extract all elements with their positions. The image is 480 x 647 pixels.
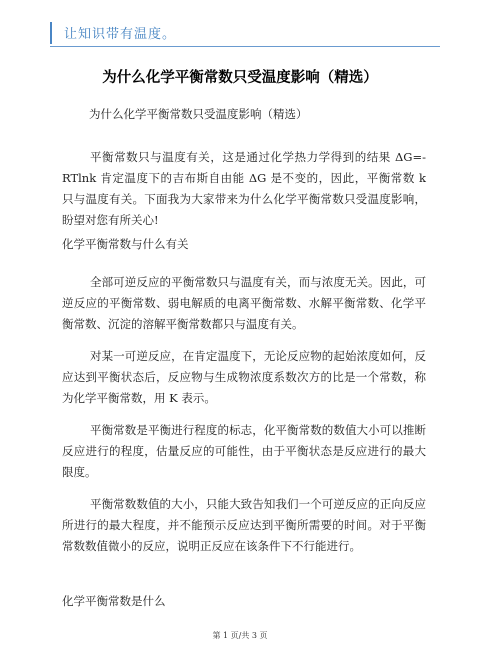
- section-heading-related: 化学平衡常数与什么有关: [62, 237, 189, 251]
- document-subtitle: 为什么化学平衡常数只受温度影响（精选）: [89, 107, 308, 121]
- header-accent-bar: [50, 22, 52, 44]
- paragraph-magnitude: 平衡常数数值的大小，只能大致告知我们一个可逆反应的正向反应所进行的最大程度，并不能预示反应达到平衡所需要的时间。对于平衡常数数值微小的反应，说明正反应在该条件下不行能进行。: [62, 497, 426, 553]
- paragraph-definition: 对某一可逆反应，在肯定温度下，无论反应物的起始浓度如何，反应达到平衡状态后，反应物与生成物浓度系数次方的比是一个常数，称为化学平衡常数，用 K 表示。: [62, 349, 426, 405]
- paragraph-intro: 平衡常数只与温度有关，这是通过化学热力学得到的结果 ΔG=-RTlnk 肯定温度下的吉布斯自由能 ΔG 是不变的，因此，平衡常数 k 只与温度有关。下面我为大家带来为什么化学平衡常数只受温度影响，盼望对您有所关心!: [62, 150, 426, 227]
- page-number: 第 1 页/共 3 页: [212, 631, 268, 640]
- section-heading-what-is: 化学平衡常数是什么: [62, 594, 166, 608]
- page-header: [50, 20, 440, 47]
- header-slogan: 让知识带有温度。: [64, 27, 177, 42]
- paragraph-temperature-only: 全部可逆反应的平衡常数只与温度有关，而与浓度无关。因此，可逆反应的平衡常数、弱电解质的电离平衡常数、水解平衡常数、化学平衡常数、沉淀的溶解平衡常数都只与温度有关。: [62, 275, 426, 331]
- document-title: 为什么化学平衡常数只受温度影响（精选）: [102, 70, 378, 86]
- paragraph-extent: 平衡常数是平衡进行程度的标志，化平衡常数的数值大小可以推断反应进行的程度，估量反应的可能性，由于平衡状态是反应进行的最大限度。: [62, 423, 426, 479]
